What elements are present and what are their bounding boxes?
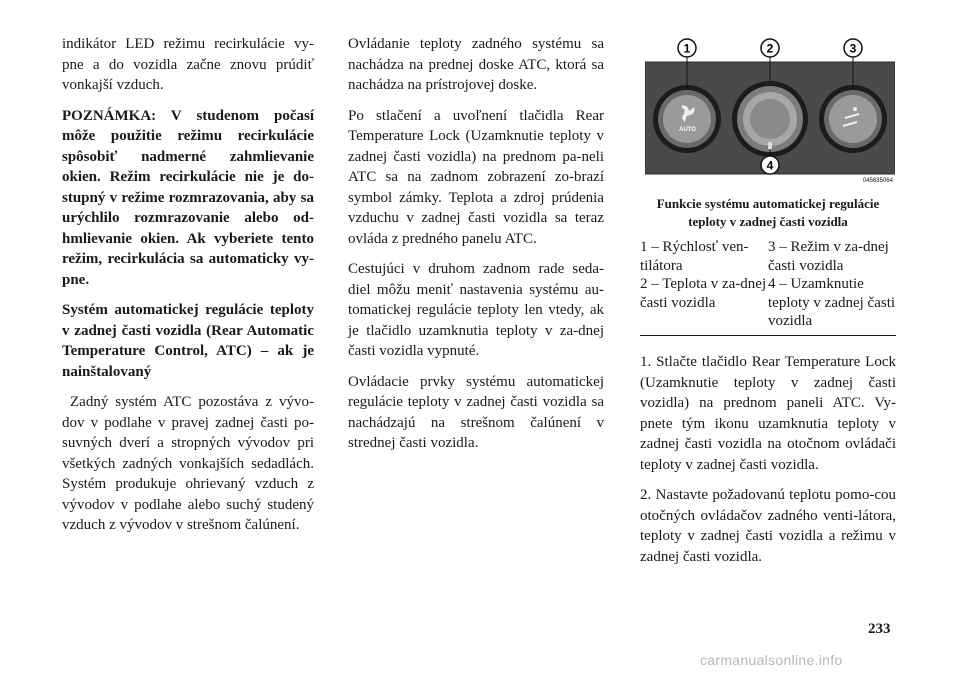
- rear-mode-knob: [819, 85, 887, 153]
- note-paragraph: POZNÁMKA: V studenom počasí môže použitie režimu recirkulácie spôsobiť nadmerné zahmlievanie okien. Režim recirkulácie nie je do-stupný v režime rozmrazovania, aby sa urýchlilo rozmrazovanie alebo od-hmlievanie okien. Ak vyberiete tento režim, recirkulácia sa automaticky vy-pne.: [62, 107, 314, 288]
- auto-label: AUTO: [679, 127, 696, 133]
- paragraph-controls-location: Ovládacie prvky systému automatickej regulácie teploty v zadnej časti vozidla sa nachádzajú na strešnom čalúnení v strednej časti vozidla.: [348, 373, 604, 451]
- section-heading: Systém automatickej regulácie teploty v zadnej časti vozidla (Rear Automatic Temperature Control, ATC) – ak je nainštalovaný: [62, 302, 314, 380]
- legend-item-2: 2 – Teplota v za-dnej časti vozidla: [640, 276, 767, 311]
- watermark: carmanualsonline.info: [700, 652, 843, 668]
- legend-item-1: 1 – Rýchlosť ven-tilátora: [640, 239, 749, 274]
- legend-divider: [640, 335, 896, 336]
- callout-3: [844, 39, 862, 57]
- paragraph-rear-control: Ovládanie teploty zadného systému sa nachádza na prednej doske ATC, ktorá sa nachádza na prístrojovej doske.: [348, 36, 604, 93]
- step-2: 2. Nastavte požadovanú teplotu pomo-cou otočných ovládačov zadného venti-látora, teploty v zadnej časti vozidla a režimu v zadnej časti vozidla.: [640, 487, 896, 565]
- svg-text:1: 1: [683, 41, 691, 56]
- legend-item-4: 4 – Uzamknutie teploty v zadnej časti vozidla: [768, 276, 896, 329]
- figure-code: 045635064: [862, 178, 893, 184]
- page-number: 233: [868, 621, 891, 637]
- paragraph-passengers: Cestujúci v druhom zadnom rade seda-diel môžu meniť nastavenia systému au-tomatickej regulácie teploty len vtedy, ak je tlačidlo uzamknutia teploty v za-dnej časti vozidla vypnuté.: [348, 261, 604, 359]
- paragraph-temp-lock: Po stlačení a uvoľnení tlačidla Rear Temperature Lock (Uzamknutie teploty v zadnej časti vozidla) na prednom pa-neli ATC sa na zadnom zobrazení zo-brazí symbol zámky. Teplota a zdroj prúdenia vzduchu v zadnej časti vozidla sa teraz ovláda z predného panelu ATC.: [348, 107, 604, 247]
- callout-2: [761, 39, 779, 57]
- figure-legend: [640, 238, 896, 336]
- right-column-steps: [640, 352, 896, 577]
- callout-4: [761, 156, 779, 174]
- paragraph-rear-atc: Zadný systém ATC pozostáva z vývo-dov v podlahe v pravej zadnej časti po-suvných dverí a stropných vývodov pri všetkých zadných vonkajších sedadlách. Systém produkuje ohrievaný vzduch z vývodov v podlahe alebo suchý studený vzduch z vývodov v strešnom čalúnení.: [62, 394, 314, 533]
- svg-text:3: 3: [849, 41, 857, 56]
- fan-speed-knob: [653, 85, 721, 153]
- control-panel-illustration: [645, 34, 895, 189]
- middle-column: [348, 34, 604, 464]
- svg-text:4: 4: [766, 158, 774, 173]
- step-1: 1. Stlačte tlačidlo Rear Temperature Lock (Uzamknutie teploty v zadnej časti vozidla) na prednom paneli ATC. Vy-pnete tým ikonu uzamknutia teploty v zadnej časti vozidla na otočnom ovládači teploty v zadnej časti vozidla.: [640, 354, 896, 473]
- left-column: [62, 34, 314, 546]
- rear-temperature-knob: [732, 81, 808, 157]
- paragraph-recirculation-end: indikátor LED režimu recirkulácie vy-pne a do vozidla začne znovu prúdiť vonkajší vzduch.: [62, 36, 314, 93]
- figure-caption: Funkcie systému automatickej regulácie teploty v zadnej časti vozidla: [656, 196, 880, 229]
- svg-text:2: 2: [766, 41, 774, 56]
- callout-1: [678, 39, 696, 57]
- lock-icon: [768, 142, 772, 149]
- rear-atc-control-figure: [645, 34, 895, 189]
- legend-item-3: 3 – Režim v za-dnej časti vozidla: [768, 239, 889, 274]
